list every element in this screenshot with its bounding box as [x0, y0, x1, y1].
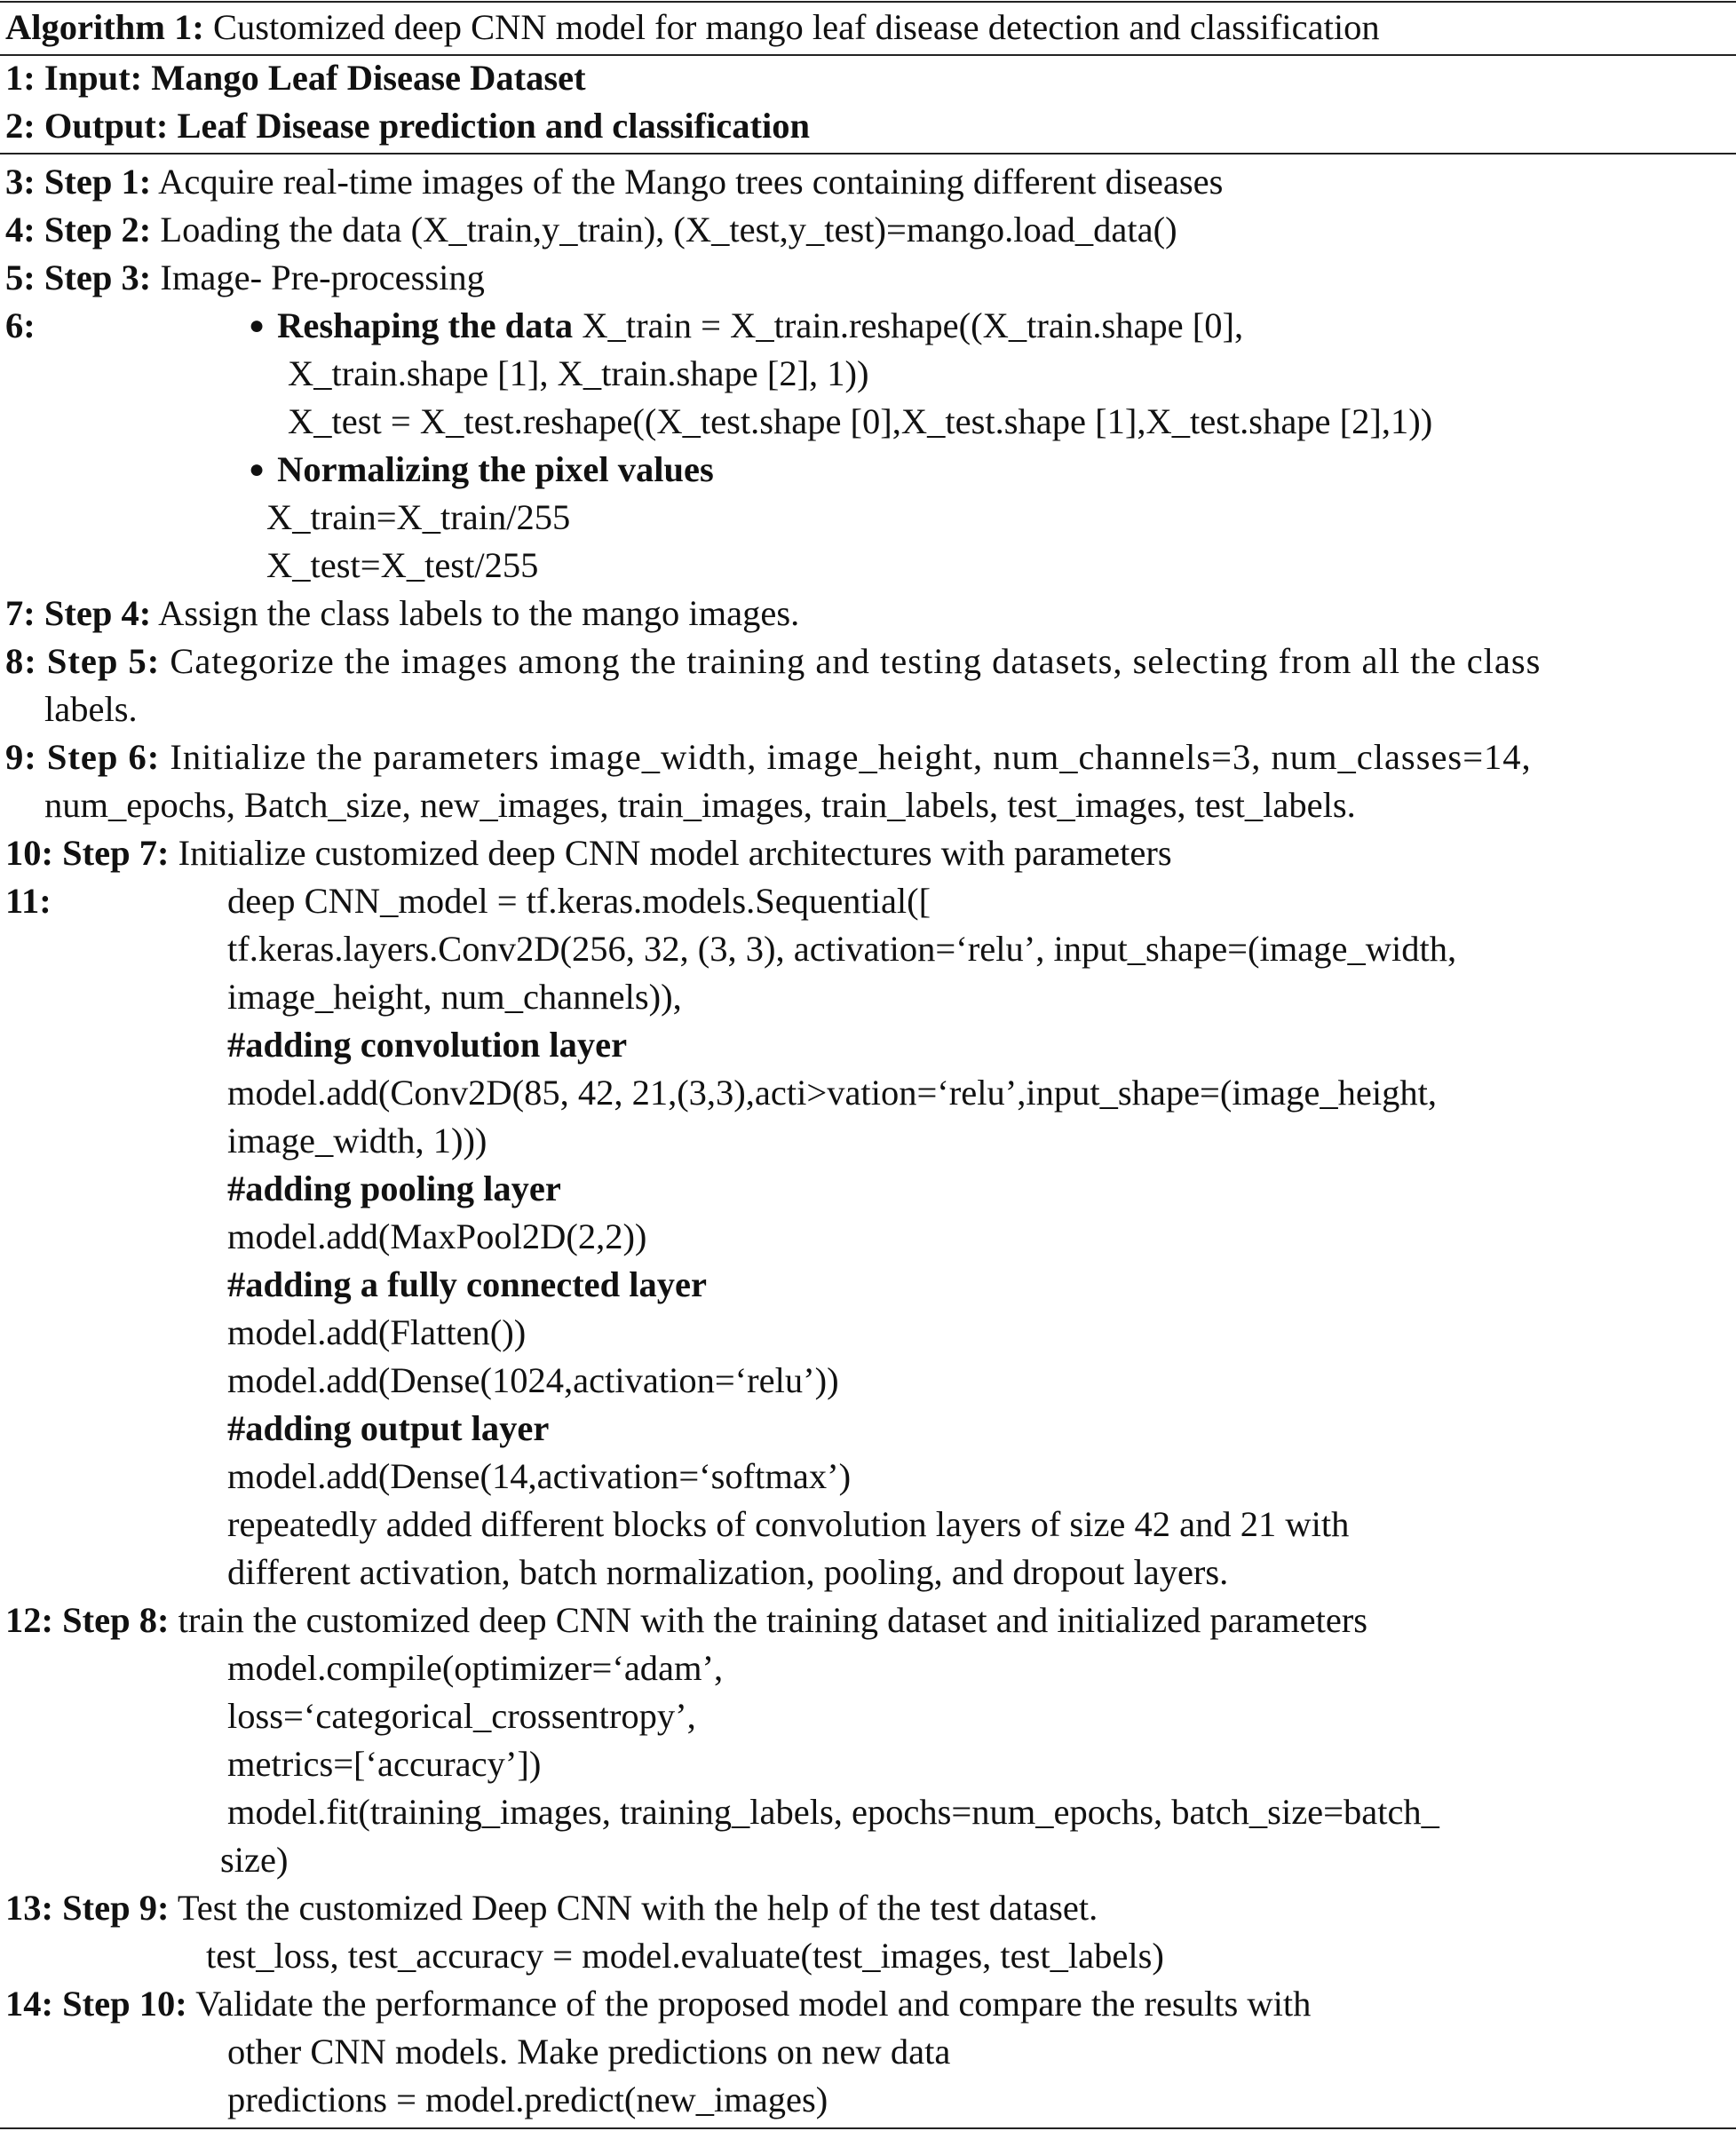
step-8-line: 12: Step 8: train the customized deep CNN with the training dataset and initialized parameters [5, 1600, 1368, 1640]
model-code-line: model.add(MaxPool2D(2,2)) [227, 1216, 647, 1256]
bullet-icon: ● [249, 311, 266, 340]
train-code-line: loss=‘categorical_crossentropy’, [227, 1696, 696, 1736]
bullet-icon: ● [249, 455, 266, 484]
line-6-number: 6: [5, 305, 36, 345]
step-6-line: 9: Step 6: Initialize the parameters image_width, image_height, num_channels=3, num_classes=14, [5, 737, 1532, 777]
model-code-line: image_width, 1))) [227, 1121, 488, 1161]
test-code-line: test_loss, test_accuracy = model.evaluate(test_images, test_labels) [206, 1936, 1164, 1976]
predict-code-line: predictions = model.predict(new_images) [227, 2080, 828, 2119]
step-2-line: 4: Step 2: Loading the data (X_train,y_train), (X_test,y_test)=mango.load_data() [5, 210, 1177, 250]
train-code-line: metrics=[‘accuracy’]) [227, 1744, 542, 1784]
model-code-line: model.add(Dense(1024,activation=‘relu’)) [227, 1360, 839, 1400]
algorithm-label: Algorithm 1: [5, 7, 204, 47]
model-code-line: image_height, num_channels)), [227, 977, 682, 1017]
reshape-line-3: X_test = X_test.reshape((X_test.shape [0],X_test.shape [1],X_test.shape [2],1)) [288, 401, 1433, 441]
output-line: 2: Output: Leaf Disease prediction and classification [5, 106, 811, 146]
normalize-line-1: X_train=X_train/255 [266, 497, 571, 537]
model-code-line: deep CNN_model = tf.keras.models.Sequential([ [227, 881, 931, 921]
step-1-line: 3: Step 1: Acquire real-time images of the Mango trees containing different diseases [5, 162, 1224, 202]
model-code-line: model.add(Flatten()) [227, 1312, 527, 1352]
model-code-line: different activation, batch normalization, pooling, and dropout layers. [227, 1552, 1229, 1592]
step-10-line: 14: Step 10: Validate the performance of the proposed model and compare the results with [5, 1984, 1312, 2024]
step-3-line: 5: Step 3: Image- Pre-processing [5, 257, 485, 297]
train-code-line: model.fit(training_images, training_labels, epochs=num_epochs, batch_size=batch_ [227, 1792, 1439, 1832]
algorithm-title-text: Customized deep CNN model for mango leaf disease detection and classification [212, 7, 1380, 47]
step-7-line: 10: Step 7: Initialize customized deep CNN model architectures with parameters [5, 833, 1172, 873]
algorithm-title [5, 5, 1380, 50]
model-code-line: tf.keras.layers.Conv2D(256, 32, (3, 3), activation=‘relu’, input_shape=(image_width, [227, 929, 1457, 969]
line-11-number: 11: [5, 881, 52, 921]
model-code-line: model.add(Conv2D(85, 42, 21,(3,3),acti>vation=‘relu’,input_shape=(image_height, [227, 1073, 1437, 1113]
step-5-line-2: labels. [44, 689, 138, 729]
train-code-line: model.compile(optimizer=‘adam’, [227, 1648, 724, 1688]
model-code-line: repeatedly added different blocks of convolution layers of size 42 and 21 with [227, 1504, 1350, 1544]
model-code-line: model.add(Dense(14,activation=‘softmax’) [227, 1456, 852, 1496]
code-comment: #adding convolution layer [227, 1025, 628, 1065]
io-rule [0, 153, 1736, 154]
step-4-line: 7: Step 4: Assign the class labels to the mango images. [5, 593, 800, 633]
train-code-line: size) [220, 1840, 289, 1880]
step-5-line: 8: Step 5: Categorize the images among the training and testing datasets, selecting from all the class [5, 641, 1542, 681]
top-rule [0, 1, 1736, 3]
step-10-line-2: other CNN models. Make predictions on new data [227, 2032, 951, 2072]
bottom-rule [0, 2127, 1736, 2129]
reshape-line-2: X_train.shape [1], X_train.shape [2], 1)) [288, 353, 869, 393]
code-comment: #adding output layer [227, 1408, 550, 1448]
normalize-line-2: X_test=X_test/255 [266, 545, 539, 585]
input-line: 1: Input: Mango Leaf Disease Dataset [5, 58, 586, 98]
reshape-bullet: ● Reshaping the data X_train = X_train.reshape((X_train.shape [0], [249, 305, 1244, 345]
normalize-bullet: ● Normalizing the pixel values [249, 449, 714, 489]
step-6-line-2: num_epochs, Batch_size, new_images, train_images, train_labels, test_images, test_labels. [44, 785, 1356, 825]
step-9-line: 13: Step 9: Test the customized Deep CNN with the help of the test dataset. [5, 1888, 1098, 1928]
code-comment: #adding pooling layer [227, 1168, 561, 1208]
code-comment: #adding a fully connected layer [227, 1264, 708, 1304]
